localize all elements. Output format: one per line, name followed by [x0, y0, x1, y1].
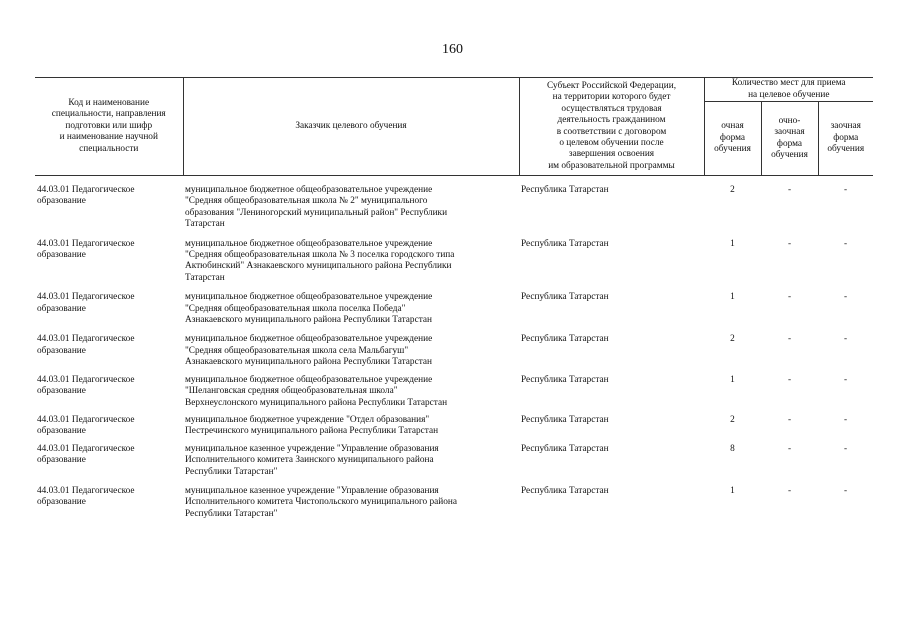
row-full-time: 1 — [730, 485, 735, 496]
header-part-time: очно- заочная форма обучения — [761, 102, 818, 176]
row-code: 44.03.01 Педагогическое образование — [37, 185, 135, 207]
row-part-time: - — [787, 292, 792, 303]
row-full-time: 1 — [730, 374, 735, 385]
row-part-time: - — [787, 443, 792, 454]
row-full-time: 2 — [730, 414, 735, 425]
header-distance: заочная форма обучения — [818, 102, 873, 176]
row-customer: муниципальное казенное учреждение "Управление образования Исполнительного комитета Чистопольского муниципального района Республики Татарстан" — [185, 485, 458, 519]
row-part-time: - — [787, 485, 792, 496]
table-body — [35, 176, 873, 529]
row-subject: Республика Татарстан — [521, 334, 609, 345]
row-code: 44.03.01 Педагогическое образование — [37, 292, 135, 314]
row-subject: Республика Татарстан — [521, 414, 609, 425]
row-code: 44.03.01 Педагогическое образование — [37, 485, 135, 508]
row-customer: муниципальное бюджетное общеобразовательное учреждение "Средняя общеобразовательная школа поселка Победа" Азнакаевского муниципального района Республики Татарстан — [185, 292, 433, 326]
row-full-time: 2 — [730, 185, 735, 195]
table-row — [35, 334, 873, 374]
row-distance: - — [843, 185, 848, 195]
row-customer: муниципальное бюджетное общеобразовательное учреждение "Средняя общеобразовательная школа № 3 поселка городского типа Актюбинский" Азнакаевского муниципального района Республики Татарстан — [185, 238, 455, 283]
header-places: Количество мест для приема на целевое обучение — [704, 78, 873, 102]
table-row — [35, 375, 873, 415]
row-code: 44.03.01 Педагогическое образование — [37, 334, 135, 356]
row-code: 44.03.01 Педагогическое образование — [37, 238, 135, 261]
header-full-time: очная форма обучения — [704, 102, 761, 176]
row-distance: - — [843, 485, 848, 496]
table-row — [35, 415, 873, 444]
table-row — [35, 292, 873, 334]
row-full-time: 8 — [730, 443, 735, 454]
row-subject: Республика Татарстан — [521, 292, 609, 303]
header-subject: Субъект Российской Федерации, на территории которого будет осуществляться трудовая деятельность гражданином в соответствии с договором о целевом обучении после завершения освоения им образовательной программы — [519, 78, 704, 176]
row-part-time: - — [787, 185, 792, 195]
row-subject: Республика Татарстан — [521, 443, 609, 454]
table-row — [35, 486, 873, 528]
table-row — [35, 185, 873, 239]
row-distance: - — [843, 238, 848, 249]
row-customer: муниципальное бюджетное учреждение "Отдел образования" Пестречинского муниципального района Республики Татарстан — [185, 414, 439, 437]
row-distance: - — [843, 414, 848, 425]
table-row — [35, 444, 873, 486]
row-subject: Республика Татарстан — [521, 485, 609, 496]
row-distance: - — [843, 374, 848, 385]
row-customer: муниципальное бюджетное общеобразовательное учреждение "Шеланговская средняя общеобразовательная школа" Верхнеуслонского муниципального района Республики Татарстан — [185, 374, 448, 408]
row-customer: муниципальное бюджетное общеобразовательное учреждение "Средняя общеобразовательная школа № 2" муниципального образования "Лениногорский муниципальный район" Республики Татарстан — [185, 185, 448, 230]
row-part-time: - — [787, 414, 792, 425]
row-part-time: - — [787, 334, 792, 345]
row-subject: Республика Татарстан — [521, 185, 609, 195]
row-code: 44.03.01 Педагогическое образование — [37, 443, 135, 466]
row-full-time: 1 — [730, 292, 735, 303]
target-training-table — [35, 77, 873, 528]
page-number: 160 — [442, 42, 463, 57]
row-subject: Республика Татарстан — [521, 238, 609, 249]
row-code: 44.03.01 Педагогическое образование — [37, 374, 135, 397]
header-customer: Заказчик целевого обучения — [183, 78, 519, 176]
row-full-time: 1 — [730, 238, 735, 249]
row-full-time: 2 — [730, 334, 735, 345]
row-distance: - — [843, 334, 848, 345]
row-part-time: - — [787, 374, 792, 385]
row-distance: - — [843, 292, 848, 303]
row-subject: Республика Татарстан — [521, 374, 609, 385]
row-customer: муниципальное казенное учреждение "Управление образования Исполнительного комитета Заинского муниципального района Республики Татарстан" — [185, 443, 439, 477]
row-distance: - — [843, 443, 848, 454]
row-part-time: - — [787, 238, 792, 249]
header-code: Код и наименование специальности, направления подготовки или шифр и наименование научной специальности — [35, 78, 183, 176]
row-customer: муниципальное бюджетное общеобразовательное учреждение "Средняя общеобразовательная школа села Мальбагуш" Азнакаевского муниципального района Республики Татарстан — [185, 334, 433, 368]
table-row — [35, 239, 873, 293]
row-code: 44.03.01 Педагогическое образование — [37, 414, 135, 437]
